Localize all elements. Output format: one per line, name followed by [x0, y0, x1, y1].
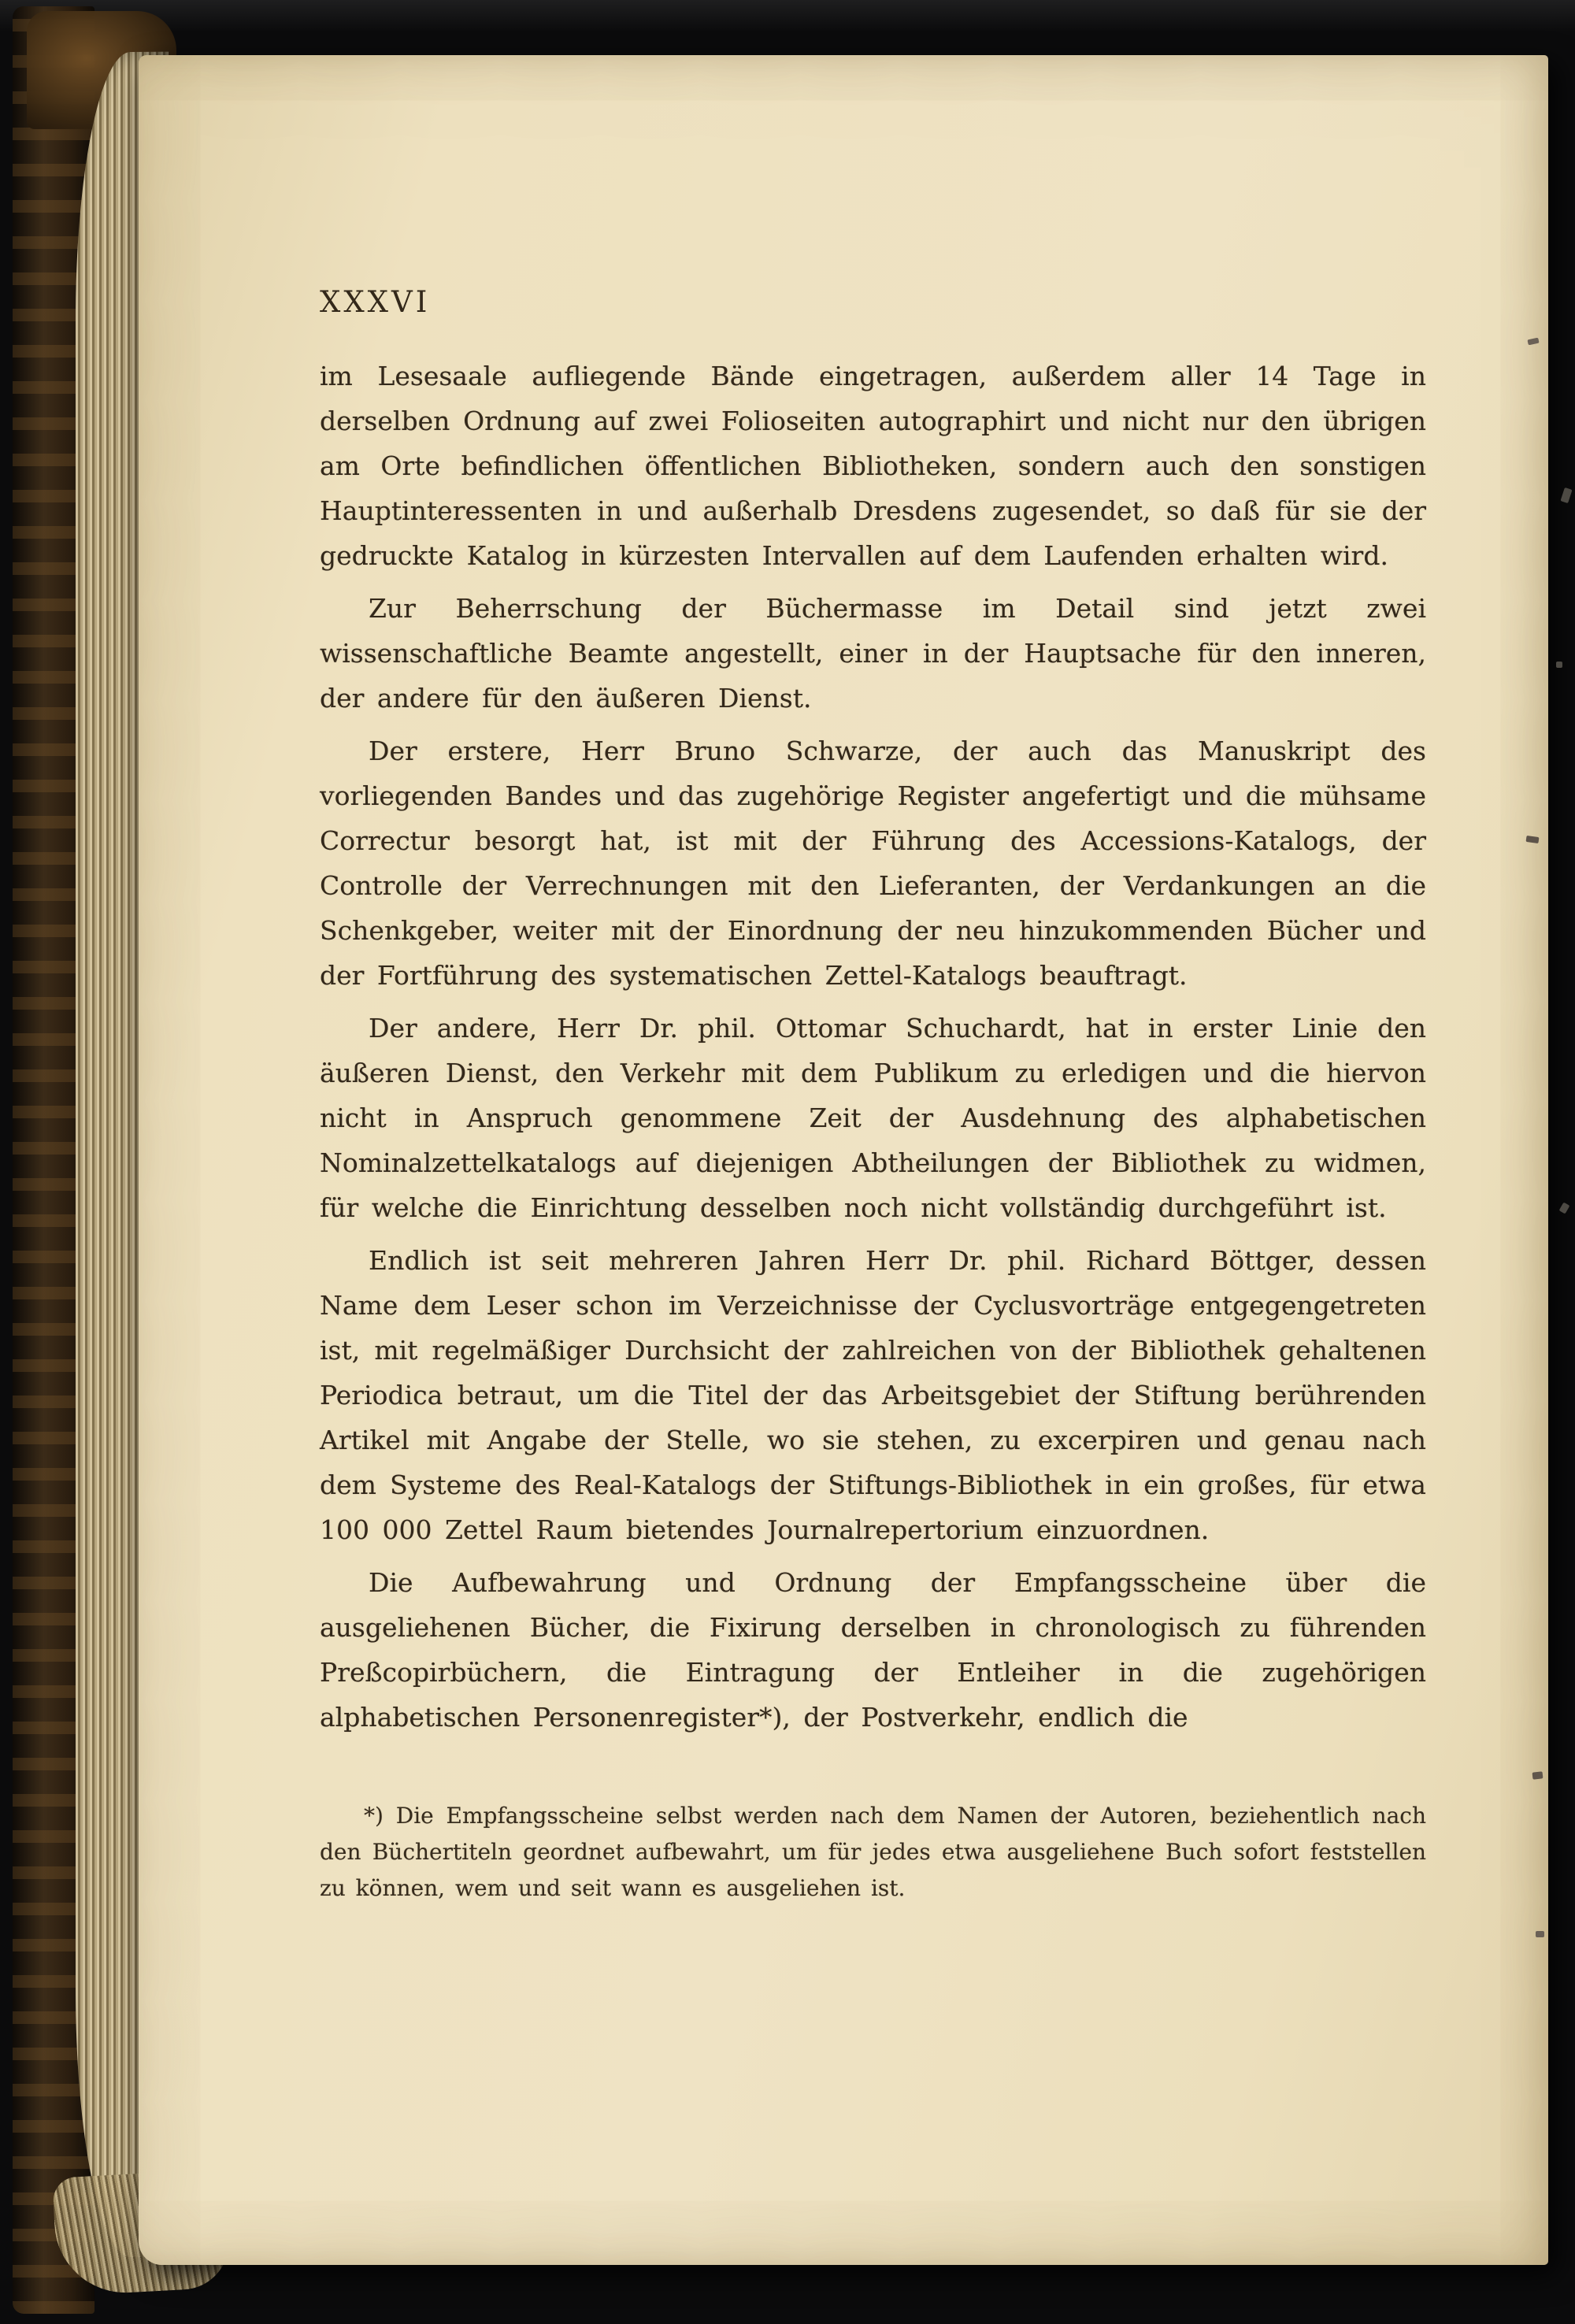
scan-speck: [1556, 662, 1562, 668]
page-number: XXXVI: [320, 285, 431, 319]
scan-speck: [1532, 1771, 1544, 1779]
footnote: *) Die Empfangsscheine selbst werden nach dem Namen der Autoren, beziehentlich nach den Büchertiteln geordnet aufbewahrt, um für jedes etwa ausgeliehene Buch sofort feststellen zu können, wem und seit wann es ausgeliehen ist.: [320, 1803, 1426, 1901]
paragraph: Zur Beherrschung der Büchermasse im Detail sind jetzt zwei wissenschaftliche Beamte angestellt, einer in der Hauptsache für den inneren, der andere für den äußeren Dienst.: [320, 593, 1426, 714]
paragraph: Die Aufbewahrung und Ordnung der Empfangsscheine über die ausgeliehenen Bücher, die Fixirung derselben in chronologisch zu führenden Preßcopirbüchern, die Eintragung der Entleiher in die zugehörigen alphabetischen Personenregister*), der Postverkehr, endlich die: [320, 1567, 1426, 1733]
paragraph: Der erstere, Herr Bruno Schwarze, der auch das Manuskript des vorliegenden Bandes und das zugehörige Register angefertigt und die mühsame Correctur besorgt hat, ist mit der Führung des Accessions-Katalogs, der Controlle der Verrechnungen mit den Lieferanten, der Verdankungen an die Schenkgeber, weiter mit der Einordnung der neu hinzukommenden Bücher und der Fortführung des systematischen Zettel-Katalogs beauftragt.: [320, 736, 1426, 991]
paragraph: Der andere, Herr Dr. phil. Ottomar Schuchardt, hat in erster Linie den äußeren Dienst, den Verkehr mit dem Publikum zu erledigen und die hiervon nicht in Anspruch genommene Zeit der Ausdehnung des alphabetischen Nominalzettelkatalogs auf diejenigen Abtheilungen der Bibliothek zu widmen, für welche die Einrichtung desselben noch nicht vollständig durchgeführt ist.: [320, 1013, 1426, 1223]
page-content: [320, 285, 1426, 1929]
scan-speck: [1560, 487, 1572, 503]
paragraph: Endlich ist seit mehreren Jahren Herr Dr. phil. Richard Böttger, dessen Name dem Leser schon im Verzeichnisse der Cyclusvorträge entgegengetreten ist, mit regelmäßiger Durchsicht der zahlreichen von der Bibliothek gehaltenen Periodica betraut, um die Titel der das Arbeitsgebiet der Stiftung berührenden Artikel mit Angabe der Stelle, wo sie stehen, zu excerpiren und genau nach dem Systeme des Real-Katalogs der Stiftungs-Bibliothek in ein großes, für etwa 100 000 Zettel Raum bietendes Journalrepertorium einzuordnen.: [320, 1245, 1426, 1545]
book-page: [139, 55, 1548, 2265]
scan-background-edge: [0, 0, 1575, 32]
scan-speck: [1559, 1203, 1570, 1214]
scan-speck: [1536, 1931, 1544, 1937]
paragraph: im Lesesaale aufliegende Bände eingetragen, außerdem aller 14 Tage in derselben Ordnung auf zwei Folioseiten autographirt und nicht nur den übrigen am Orte befindlichen öffentlichen Bibliotheken, sondern auch den sonstigen Hauptinteressenten in und außerhalb Dresdens zugesendet, so daß für sie der gedruckte Katalog in kürzesten Intervallen auf dem Laufenden erhalten wird.: [320, 361, 1426, 571]
